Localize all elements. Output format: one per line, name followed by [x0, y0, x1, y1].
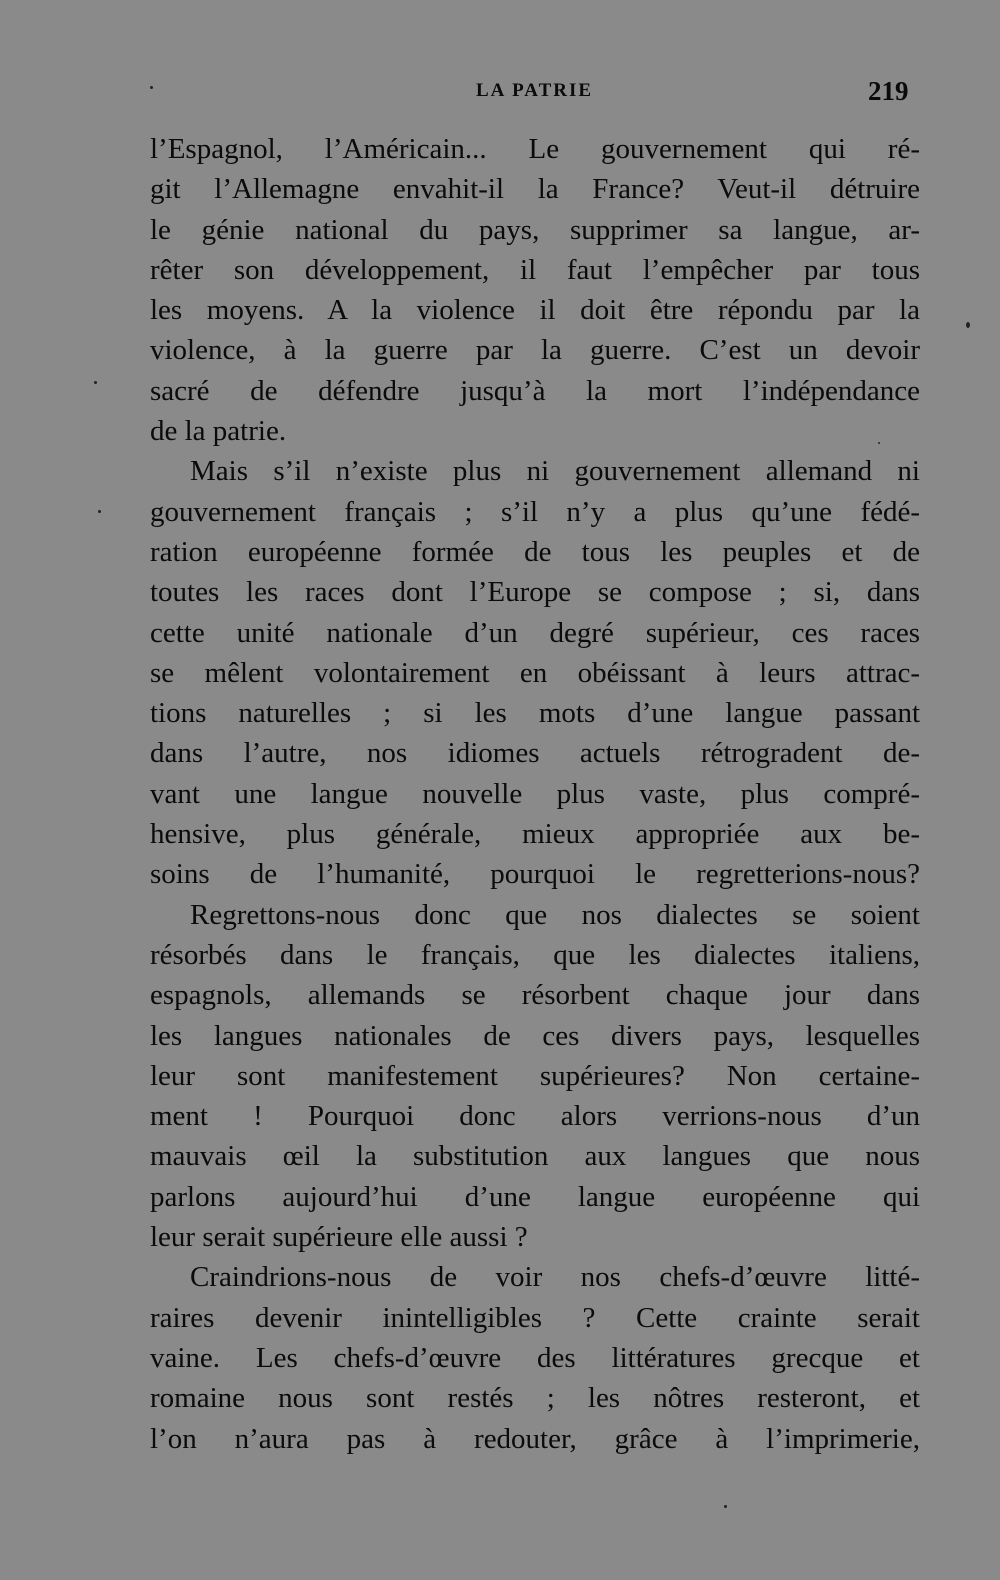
paragraph: [150, 129, 920, 451]
text-line: romaine nous sont restés ; les nôtres resteront, et: [150, 1382, 920, 1415]
text-line: gouvernement français ; s’il n’y a plus qu’une fédé-: [150, 495, 920, 528]
text-line: leur serait supérieure elle aussi ?: [150, 1221, 528, 1254]
scan-speck: [966, 322, 970, 328]
text-line: Craindrions-nous de voir nos chefs-d’œuvre litté-: [190, 1261, 920, 1294]
text-line: de la patrie.: [150, 415, 287, 448]
text-line: l’on n’aura pas à redouter, grâce à l’imprimerie,: [150, 1422, 920, 1455]
text-line: vaine. Les chefs-d’œuvre des littératures grecque et: [150, 1341, 920, 1374]
text-line: mauvais œil la substitution aux langues que nous: [150, 1140, 920, 1173]
text-line: hensive, plus générale, mieux appropriée aux be-: [150, 818, 920, 851]
text-line: résorbés dans le français, que les dialectes italiens,: [150, 938, 920, 971]
scan-speck: [98, 510, 101, 513]
scan-speck: [94, 381, 97, 384]
body-text: [150, 129, 920, 1459]
text-line: cette unité nationale d’un degré supérieur, ces races: [150, 616, 920, 649]
text-line: les langues nationales de ces divers pays, lesquelles: [150, 1019, 920, 1052]
text-line: soins de l’humanité, pourquoi le regretterions-nous?: [150, 858, 920, 891]
scan-speck: [724, 1505, 727, 1508]
text-line: rêter son développement, il faut l’empêcher par tous: [150, 253, 920, 286]
scan-speck: [150, 86, 153, 89]
paragraph: [150, 895, 920, 1258]
running-head-title: LA PATRIE: [476, 80, 594, 101]
text-line: raires devenir inintelligibles ? Cette crainte serait: [150, 1301, 920, 1334]
text-line: toutes les races dont l’Europe se compose ; si, dans: [150, 576, 920, 609]
text-line: tions naturelles ; si les mots d’une langue passant: [150, 697, 920, 730]
text-line: parlons aujourd’hui d’une langue européenne qui: [150, 1180, 920, 1213]
text-line: le génie national du pays, supprimer sa langue, ar-: [150, 213, 920, 246]
text-line: ration européenne formée de tous les peuples et de: [150, 535, 920, 568]
text-line: les moyens. A la violence il doit être répondu par la: [150, 294, 920, 327]
text-line: violence, à la guerre par la guerre. C’est un devoir: [150, 334, 920, 367]
text-line: Mais s’il n’existe plus ni gouvernement allemand ni: [190, 455, 920, 488]
text-line: espagnols, allemands se résorbent chaque jour dans: [150, 979, 920, 1012]
paragraph: [150, 1257, 920, 1458]
text-line: sacré de défendre jusqu’à la mort l’indépendance: [150, 374, 920, 407]
scan-speck: [878, 442, 880, 444]
text-line: vant une langue nouvelle plus vaste, plus compré-: [150, 777, 920, 810]
running-head: [0, 76, 1000, 106]
text-line: leur sont manifestement supérieures? Non certaine-: [150, 1059, 920, 1092]
text-line: ment ! Pourquoi donc alors verrions-nous d’un: [150, 1100, 920, 1133]
paragraph: [150, 451, 920, 894]
text-line: l’Espagnol, l’Américain... Le gouvernement qui ré-: [150, 133, 920, 165]
text-line: git l’Allemagne envahit-il la France? Veut-il détruire: [150, 173, 920, 206]
page-number: 219: [868, 76, 909, 106]
text-line: dans l’autre, nos idiomes actuels rétrogradent de-: [150, 737, 920, 770]
text-line: se mêlent volontairement en obéissant à leurs attrac-: [150, 656, 920, 689]
text-line: Regrettons-nous donc que nos dialectes se soient: [190, 898, 920, 931]
